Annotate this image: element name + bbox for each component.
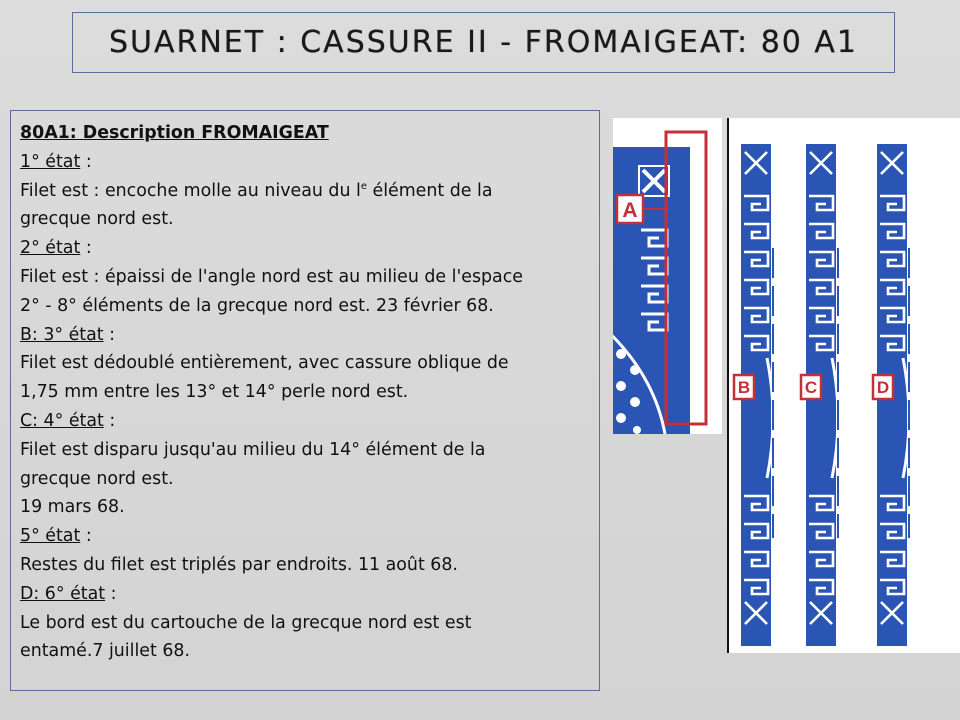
state-1-line-2: grecque nord est. bbox=[20, 209, 174, 230]
state-3-label-line bbox=[20, 321, 599, 350]
state-2-label-line bbox=[20, 234, 599, 263]
state-2-line-1: Filet est : épaissi de l'angle nord est au milieu de l'espace bbox=[20, 266, 523, 287]
state-4-label: C: 4° état bbox=[20, 410, 104, 431]
state-5-suffix: : bbox=[80, 526, 92, 547]
state-6-line-2: entamé.7 juillet 68. bbox=[20, 641, 191, 662]
state-1-label-line bbox=[20, 148, 599, 177]
state-4-suffix: : bbox=[103, 410, 116, 431]
label-d: D bbox=[876, 378, 890, 397]
state-5-label: 5° état bbox=[20, 526, 81, 547]
label-a: A bbox=[622, 199, 638, 222]
stamp-detail-bcd-svg bbox=[727, 118, 960, 653]
label-b: B bbox=[737, 378, 751, 397]
state-6-line-1: Le bord est du cartouche de la grecque nord est est bbox=[20, 612, 472, 633]
title-box bbox=[72, 12, 895, 73]
slide-title: SUARNET : CASSURE II - FROMAIGEAT: 80 A1 bbox=[108, 25, 859, 60]
state-4-line-1: Filet est disparu jusqu'au milieu du 14° élément de la bbox=[20, 439, 486, 460]
state-2-label: 2° état bbox=[20, 238, 81, 259]
state-1-label: 1° état bbox=[20, 151, 81, 172]
state-3-line-1: Filet est dédoublé entièrement, avec cassure oblique de bbox=[20, 353, 509, 374]
state-4-line-3: 19 mars 68. bbox=[20, 497, 125, 518]
state-2-suffix: : bbox=[80, 238, 92, 259]
stamp-detail-bcd-image bbox=[727, 118, 960, 653]
label-c: C bbox=[804, 378, 818, 397]
state-5-line-1: Restes du filet est triplés par endroits. 11 août 68. bbox=[20, 554, 458, 575]
stamp-detail-a-svg bbox=[613, 118, 722, 434]
state-4-label-line bbox=[20, 407, 599, 436]
description-box bbox=[10, 110, 600, 691]
description-heading: 80A1: Description FROMAIGEAT bbox=[20, 123, 329, 143]
state-1-text-a: Filet est : encoche molle au niveau du l bbox=[20, 180, 361, 201]
state-3-line-2: 1,75 mm entre les 13° et 14° perle nord est. bbox=[20, 382, 409, 403]
state-5-label-line bbox=[20, 522, 599, 551]
state-6-suffix: : bbox=[105, 583, 117, 604]
state-2-line-2: 2° - 8° éléments de la grecque nord est. 23 février 68. bbox=[20, 295, 494, 316]
state-1-suffix: : bbox=[80, 151, 92, 172]
state-6-label: D: 6° état bbox=[20, 583, 106, 604]
state-1-line-1 bbox=[20, 177, 599, 206]
state-6-label-line bbox=[20, 580, 599, 609]
state-3-label: B: 3° état bbox=[20, 324, 104, 345]
stamp-detail-a-image bbox=[613, 118, 722, 434]
state-4-line-2: grecque nord est. bbox=[20, 468, 174, 489]
state-1-text-b: élément de la bbox=[366, 180, 493, 201]
state-3-suffix: : bbox=[103, 324, 115, 345]
state-1-superscript: e bbox=[360, 180, 367, 192]
